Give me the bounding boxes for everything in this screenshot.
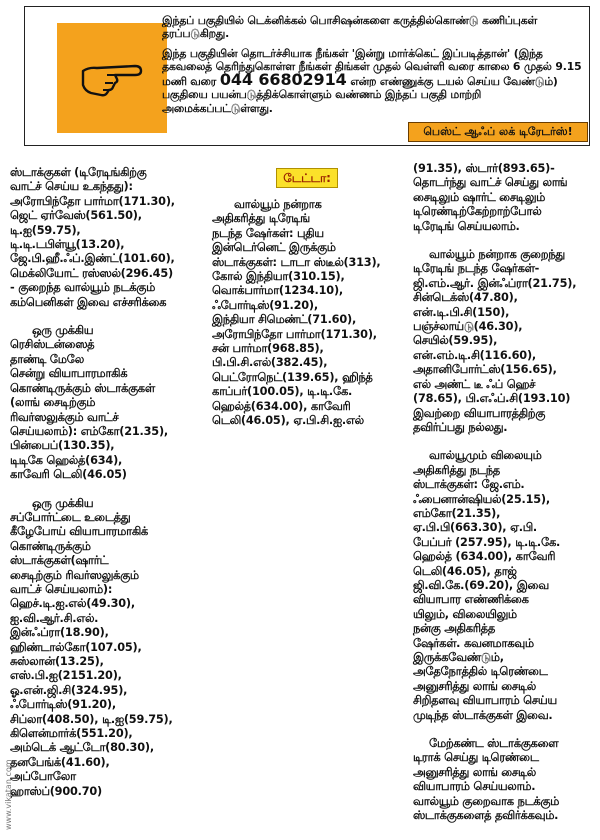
text-line: சிப்லா(408.50), டி.ஐ(59.75),	[10, 712, 173, 726]
text-line: டிராக் செய்து டிரெண்டை	[413, 751, 539, 765]
section-heading: கொண்டிருக்கும்	[10, 539, 91, 553]
text-line: சன் பார்மா(968.85),	[212, 342, 324, 356]
column-2	[212, 168, 402, 429]
text-line: டிடிகே ஹெல்த்(634),	[10, 453, 123, 467]
text-line: டி.ஐ(59.75),	[10, 223, 81, 237]
section-heading: வால்யூமும் விலையும்	[429, 449, 542, 463]
data-tag: டேட்டா:	[276, 168, 338, 188]
volume-down-block	[413, 248, 599, 435]
phone-number: 044 66802914	[219, 70, 347, 90]
text-line: அரோபிந்தோ பார்மா(171.30),	[212, 327, 377, 341]
text-line: ஹிண்டால்கோ(107.05),	[10, 640, 142, 654]
text-line: ஜி.எம்.ஆர். இன்ஃப்ரா(21.75),	[413, 276, 577, 290]
text-line: என்.டி.பி.சி(150),	[413, 305, 510, 319]
section-heading: ஸ்டாக்குகள்: ஜே.எம்.	[413, 478, 525, 492]
text-line: இன்ஃப்ரா(18.90),	[10, 626, 109, 640]
text-line: ஹெல்த் (634.00), காவேரி	[413, 550, 556, 564]
text-line: காப்பர்(100.05), டி.டி.கே.	[212, 385, 353, 399]
continued-block	[413, 162, 599, 234]
text-line: ஃபோர்டிஸ்(91.20),	[10, 698, 116, 712]
support-block	[10, 497, 200, 800]
watchlist-block	[10, 166, 200, 310]
text-line: ஐ.வி.ஆர்.சி.எல்.	[10, 611, 99, 625]
text-line: ஜே.பி.ஹீ.ஃப்.இண்ட்(101.60),	[10, 252, 175, 266]
section-heading: அதிகரித்து டிரேடிங்	[212, 212, 310, 226]
text-line: காவேரி டெலி(46.05)	[10, 468, 127, 482]
text-line: இந்தியா சிமெண்ட்(71.60),	[212, 313, 357, 327]
text-line: பேப்பர் (257.95), டி.டி.கே.	[413, 535, 561, 549]
text-line: அனுசரித்து லாங் சைடில்	[413, 765, 536, 779]
section-heading: டிரேடிங் நடந்த ஷேர்கள்-	[413, 262, 540, 276]
text-line: - குறைந்த வால்யூம் நடக்கும்	[10, 281, 155, 295]
text-line: அப்போலோ	[10, 770, 76, 784]
text-line: வியாபார எண்ணிக்கை	[413, 593, 529, 607]
intro-line-1: இந்தப் பகுதியில் டெக்னிக்கல் பொசிஷன்களை கருத்தில்கொண்டு கணிப்புகள் தரப்படுகிறது.	[162, 14, 538, 41]
text-line: பி.பி.சி.எல்(382.45),	[212, 356, 328, 370]
text-line: அம்டெக் ஆட்டோ(80.30),	[10, 741, 154, 755]
volume-price-block	[413, 449, 599, 723]
text-line: ஸ்டாக்குகள்: டாடா ஸ்டீல்(313),	[212, 255, 381, 269]
section-heading: ஸ்டாக்குகள்(ஷார்ட்	[10, 554, 109, 568]
intro-line-2a: இந்த பகுதியின் தொடர்ச்சியாக நீங்கள் 'இன்று மார்க்கெட் இப்படித்தான்' (இந்த தகவலைத் தெரிந்துகொள்ள நீங்கள் திங்கள் முதல் வெள்ளி வரை காலை 6 முதல் 9.15 மணி வரை	[162, 46, 582, 89]
text-line: பஞ்ச்லாய்டு(46.30),	[413, 320, 523, 334]
section-heading: சென்று வியாபாரமாகிக்	[10, 367, 128, 381]
text-line: வாட்ச் செய்ய உகந்தது):	[10, 180, 133, 194]
section-heading: கீழேபோய் வியாபாரமாகிக்	[10, 525, 148, 539]
text-line: நன்கு அதிகரித்த	[413, 622, 495, 636]
intro-line-2	[162, 47, 582, 115]
column-1	[10, 166, 200, 799]
text-line: சிறிதளவு வியாபாரம் செய்ய	[413, 694, 557, 708]
text-line: இவற்றை வியாபாரத்திற்கு	[413, 406, 546, 420]
text-line: யிலும், விலையிலும்	[413, 607, 517, 621]
text-line: வொக்பார்மா(1234.10),	[212, 284, 344, 298]
text-line: டிரெண்டிற்கேற்றாற்போல்	[413, 205, 542, 219]
section-heading: ரெசிஸ்டன்ஸைத்	[10, 338, 95, 352]
text-line: டெலி(46.05), ஏ.பி.சி.ஐ.எல்	[212, 414, 364, 428]
text-line: கிளென்மார்க்(551.20),	[10, 727, 133, 741]
section-heading: கொண்டிருக்கும் ஸ்டாக்குகள்	[10, 381, 155, 395]
text-line: வியாபாரம் செய்யலாம்.	[413, 780, 536, 794]
text-line: (78.65), பி.எஃப்.சி(193.10)	[413, 392, 571, 406]
text-line: மேற்கண்ட ஸ்டாக்குகளை	[429, 737, 559, 751]
summary-block	[413, 737, 599, 823]
volume-up-block	[212, 198, 402, 429]
text-line: அதேநோத்தில் டிரெண்டை	[413, 665, 548, 679]
text-line: முடிந்த ஸ்டாக்குகள் இவை.	[413, 708, 553, 722]
text-line: தவிர்ப்பது நல்லது.	[413, 420, 508, 434]
section-heading: வாட்ச் செய்யலாம்):	[10, 582, 113, 596]
text-line: பின்பைப்(130.35),	[10, 439, 115, 453]
section-heading: ஒரு முக்கிய	[32, 324, 94, 338]
text-line: கம்பெனிகள் இவை எச்சரிக்கை	[10, 295, 167, 309]
best-of-luck-badge: பெஸ்ட் ஆஃப் லக் டிரேடர்ஸ்!	[408, 122, 588, 142]
text-line: டி.டி.டபிள்யூ(13.20),	[10, 238, 125, 252]
section-heading: வால்யூம் நன்றாக	[234, 198, 322, 211]
text-line: ஜி.வி.கே.(69.20), இவை	[413, 578, 549, 592]
text-line: ஏ.பி.பி(663.30), ஏ.பி.	[413, 521, 538, 535]
text-line: அனுசரித்து லாங் சைடில்	[413, 679, 536, 693]
text-line: ஹாஸ்ப்(900.70)	[10, 784, 103, 798]
text-line: எம்கோ(21.35),	[413, 506, 501, 520]
text-line: சைடிலும் ஷார்ட் சைடிலும்	[413, 190, 546, 204]
pointing-hand-icon	[79, 53, 145, 99]
text-line: ஃபோர்டிஸ்(91.20),	[212, 298, 318, 312]
section-heading: செய்யலாம்): எம்கோ(21.35),	[10, 424, 169, 438]
text-line: அரோபிந்தோ பார்மா(171.30),	[10, 194, 175, 208]
text-line: சுஸ்லான்(13.25),	[10, 655, 104, 668]
text-line: ஹெச்.டி.ஐ.எல்(49.30),	[10, 597, 135, 611]
section-heading: ரிவர்ஸலுக்கும் வாட்ச்	[10, 410, 119, 424]
text-line: பெட்ரோநெட்(139.65), ஹிந்த்	[212, 370, 373, 384]
watermark: www.vikatan.com	[4, 759, 13, 830]
text-line: இருக்கவேண்டும்,	[413, 651, 504, 664]
resistance-block	[10, 324, 200, 482]
text-line: டிரேடிங் செய்யலாம்.	[413, 219, 520, 233]
text-line: கோல் இந்தியா(310.15),	[212, 270, 345, 284]
intro-line-2b: என்ற எண்ணுக்கு டயல் செய்ய வேண்டும்) பகுதியை பயன்படுத்திக்கொள்ளும் வண்ணம் இந்தப் பகுதி மாற்றி அமைக்கப்பட்டுள்ளது.	[162, 75, 558, 115]
text-line: சின்டெக்ஸ்(47.80),	[413, 291, 518, 305]
intro-text	[162, 14, 582, 121]
text-line: எஸ்.பி.ஐ(2151.20),	[10, 669, 122, 683]
text-line: ஸ்டாக்குகள் (டிரேடிங்கிற்கு	[10, 166, 147, 179]
column-3	[413, 162, 599, 823]
section-heading: சப்போர்ட்டை உடைத்து	[10, 510, 131, 524]
text-line: தொடர்ந்து வாட்ச் செய்து லாங்	[413, 176, 568, 190]
text-line: இன்டெர்னெட் இருக்கும்	[212, 241, 336, 255]
section-heading: ஒரு முக்கிய	[32, 496, 94, 510]
section-heading: அதிகரித்து நடந்த	[413, 463, 500, 477]
text-line: தனபேங்க்(41.60),	[10, 755, 110, 769]
section-heading: நடந்த ஷேர்கள்: புதிய	[212, 226, 324, 240]
text-line: அதானிபோர்ட்ஸ்(156.65),	[413, 363, 557, 377]
section-heading: வால்யூம் நன்றாக குறைந்து	[429, 248, 565, 262]
section-heading: சைடிற்கும் ரிவர்ஸலுக்கும்	[10, 568, 139, 582]
text-line: (91.35), ஸ்டார்(893.65)-	[413, 162, 555, 175]
text-line: வால்யூம் குறைவாக நடக்கும்	[413, 794, 560, 808]
section-heading: தாண்டி மேலே	[10, 352, 84, 366]
text-line: ஓ.என்.ஜி.சி(324.95),	[10, 683, 128, 697]
text-line: எல் அண்ட் டீ ஃப் ஹெச்	[413, 377, 536, 391]
text-line: ஸ்டாக்குகளைத் தவிர்க்கவும்.	[413, 809, 559, 823]
text-line: ஹெல்த்(634.00), காவேரி	[212, 399, 351, 413]
text-line: மெக்லியோட் ரஸ்ஸல்(296.45)	[10, 266, 173, 280]
text-line: என்.எம்.டி.சி(116.60),	[413, 348, 536, 362]
text-line: ஃபைனான்ஷியல்(25.15),	[413, 492, 550, 506]
section-heading: (லாங் சைடிற்கும்	[10, 396, 96, 410]
text-line: செயில்(59.95),	[413, 334, 498, 348]
pointing-hand-panel	[57, 23, 167, 133]
text-line: ஷேர்கள். கவனமாகவும்	[413, 636, 534, 650]
text-line: ஜெட் ஏர்வேஸ்(561.50),	[10, 209, 142, 223]
text-line: டெலி(46.05), தாஜ்	[413, 564, 517, 578]
